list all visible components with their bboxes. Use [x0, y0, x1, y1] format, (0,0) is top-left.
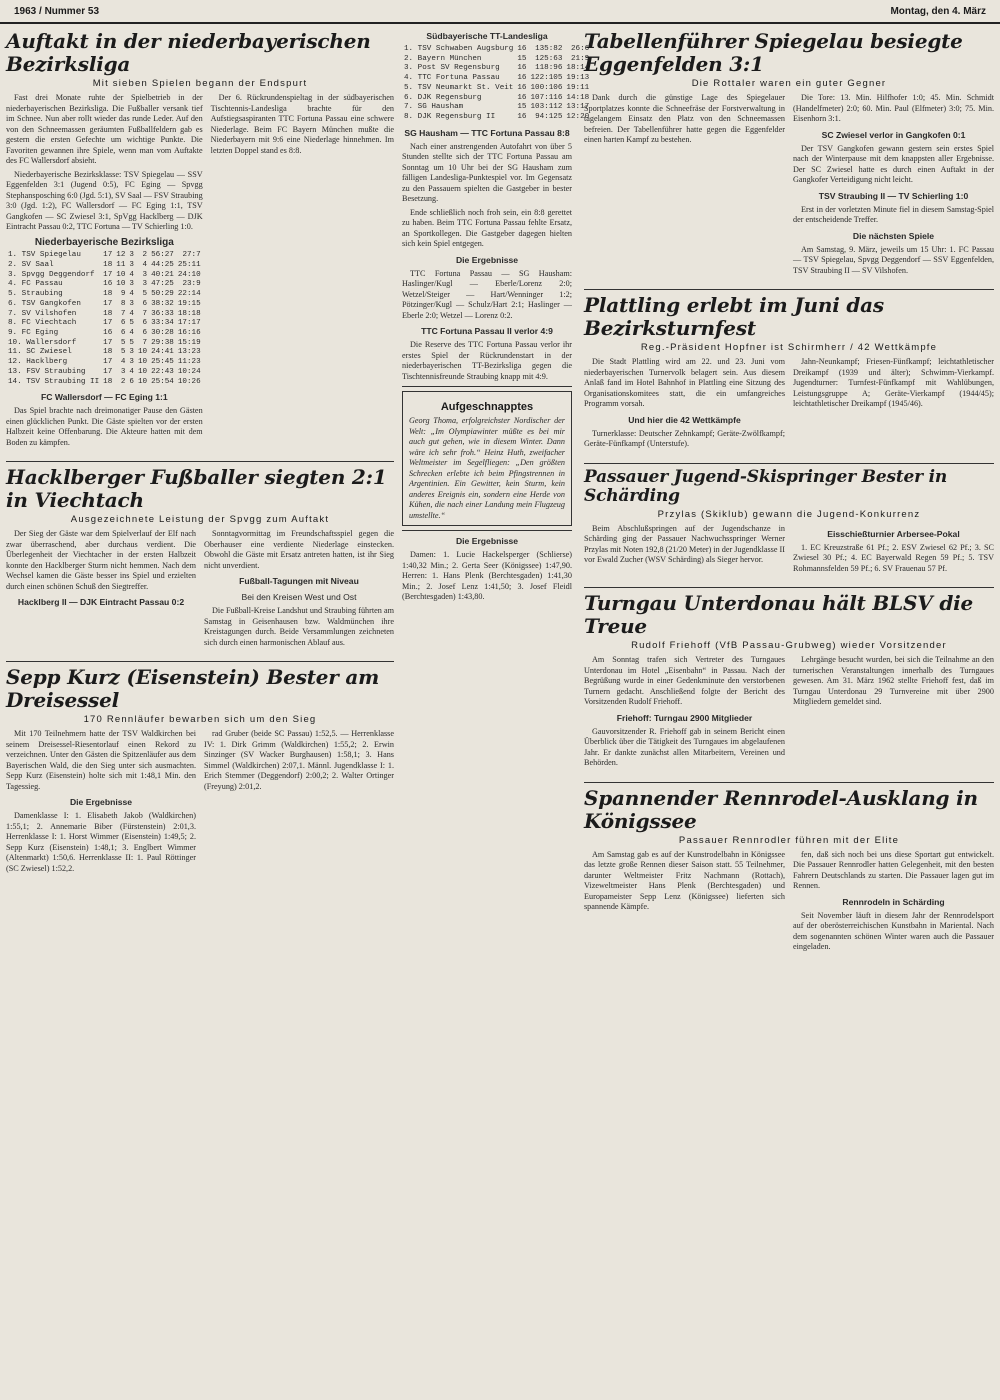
article-tabellenfuehrer: Tabellenführer Spiegelau besiegte Eggenfelden 3:1 Die Rottaler waren ein guter Gegner Dank durch die günstige Lage des Spiegelauer Sportplatzes konnte die Schneefräse der Forstverwaltung in tagelangem Einsatz den Platz von den Schneemassen befreien. Der Tabellenführer hatte gegen die Eggenfelder einen harten Kampf zu bestehen. Die Tore: 13. Min. Hilfhofer 1:0; 45. Min. Schmidt (Handelfmeter) 2:0; 60. Min. Paul (Elfmeter) 3:0; 75. Min. Eisenhorn 3:1. SC Zwiesel verlor in Gangkofen 0:1 Der TSV Gangkofen gewann gestern sein erstes Spiel nach der Winterpause mit dem knappsten aller Ergebnisse. Der SC Zwiesel hatte es durch einen Auftakt in der Gangkofer Verteidigung nicht leicht. TSV Straubing II — TV Schierling 1:0 Erst in der vorletzten Minute fiel in diesem Samstag-Spiel der entscheidende Treffer. Die nächsten Spiele Am Samstag, 9. März, jeweils um 15 Uhr: 1. FC Passau — TSV Spiegelau, Spvgg Deggendorf — SSV Eggenfelden, TSV Straubing II — SV Vilshofen. [584, 29, 994, 275]
subtitle: Passauer Rennrodler führen mit der Elite [678, 834, 900, 846]
subtitle: 170 Rennläufer bewarben sich um den Sieg [83, 714, 317, 726]
headline: Plattling erlebt im Juni das Bezirksturnfest [584, 293, 884, 340]
table-row: 6. TSV Gangkofen 17 8 3 6 38:32 19:15 [8, 299, 201, 308]
headline: Turngau Unterdonau hält BLSV die Treue [584, 591, 974, 639]
article-sepp-kurz: Sepp Kurz (Eisenstein) Bester am Dreisessel 170 Rennläufer bewarben sich um den Sieg Mit 170 Teilnehmern hatte der TSV Waldkirchen bei seinem Dreisessel-Riesentorlauf einen Rekord zu verzeichnen. Unter den Gästen die Spitzenläufer aus dem Bayerischen Wald, die den Sieg unter sich ausmachten. Sepp Kurz (Eisenstein) holte sich mit 1:48,1 Min. den Tagessieg. Die Ergebnisse Damenklasse I: 1. Elisabeth Jakob (Waldkirchen) 1:55,1; 2. Annemarie Biber (Fürstenstein) 2:01,3. Herrenklasse I: 1. Horst Wimmer (Eisenstein) 1:49,5; 2. Sepp Kurz (Eisenstein) 1:48,1; 3. Englbert Wimmer (Altenmarkt) 1:50,6. Herrenklasse II: 1. Paul Röttinger (SC Zwiesel) 1:52,2. rad Gruber (beide SC Passau) 1:52,5. — Herrenklasse IV: 1. Dirk Grimm (Waldkirchen) 1:55,2; 2. Erwin Sinzinger (SV Wacker Burghausen) 1:58,1; 3. Hans Simmel (Waldkirchen) 2:07,1. Männl. Jugendklasse I: 1. Erich Stemmer (Deggendorf) 2:00,2; 2. Walter Ortinger (Freyung) 2:01,2. [6, 665, 394, 873]
table-row: 8. FC Viechtach 17 6 5 6 33:34 17:17 [8, 319, 201, 328]
article-plattling: Plattling erlebt im Juni das Bezirksturnfest Reg.-Präsident Hopfner ist Schirmherr / 42 Wettkämpfe Die Stadt Plattling wird am 22. und 23. Juni vom niederbayerischen Turnervolk belagert sein. Aus diesem Anlaß fand im Hotel Bahnhof in Plattling eine Sitzung des Organisationskomitees statt, die ein umfangreiches Programm vorsah. Und hier die 42 Wettkämpfe Turnerklasse: Deutscher Zehnkampf; Geräte-Zwölfkampf; Geräte-Fünfkampf (Unterstufe). Jahn-Neunkampf; Friesen-Fünfkampf; leichtathletischer Dreikampf (1939 und älter); Schwimm-Vierkampf. Jugendturner: Turnfest-Fünfkampf mit Wahlübungen, Leistungsgruppe A; Geräte-Vierkampf (1944/45); leichtathletischer Dreikampf (1945/46). [584, 293, 994, 448]
aufgeschnapptes-box: Aufgeschnapptes Georg Thoma, erfolgreichster Nordischer der Welt: „Im Olympiawinter müßte es bei mir auch gut gehen, wie in diesem Winter. Dann wäre ich sehr froh.“ Heinz Huth, zweifacher Weltmeister im Segelfliegen: „Den größten Schrecken erlebte ich beim Pfingstrennen in Argentinien. Ein Gewitter, kein Sturm, kein anderes Ereignis ein, sondern eine Herde von Kühen, die nach einer Landung mein Flugzeug umstellte.“ [402, 391, 572, 526]
table-row: 10. Wallersdorf 17 5 5 7 29:38 15:19 [8, 338, 201, 347]
article-body: Fast drei Monate ruhte der Spielbetrieb in der niederbayerischen Bezirksliga. Die Fußballer versank tief im Schnee. Nun aber rollt wieder das runde Leder. Auf den von den Schneemassen geräumten Fußballfeldern gab es gestern die ersten Gefechte um wichtige Punkte. Die Favoriten gewannen ihre Spiele, wenn man vom Auftakte des FC Wallersdorf absieht. Niederbayerische Bezirksklasse: TSV Spiegelau — SSV Eggenfelden 3:1 (Jugend 0:5), FC Eging — Spvgg Stephansposching 6:0 (Jgd. 5:1), SV Saal — FSV Straubing 3:0 (Jgd. 1:2), FC Wallersdorf — FC Eging 1:1, TSV Gangkofen — SC Zwiesel 3:1, SpVgg Hacklberg — DJK Eintracht Passau 0:2, TTC Fortuna — TV Schierling 1:0. Niederbayerische Bezirksliga 1. TSV Spiegelau 17 12 3 2 56:27 27:7 2. SV Saal 18 11 3 4 44:25 25:11 3. Spvgg Deggendorf 17 10 4 3 40:21 24:10 4. FC Passau 16 10 3 3 47:25 23:9 5. Straubing 18 9 4 5 50:29 22:14 6. TSV Gangkofen 17 8 3 6 38:32 19:15 7. SV Vilshofen 18 7 4 7 36:33 18:18 8. FC Viechtach 17 6 5 6 33:34 17:17 9. FC Eging 16 6 4 6 30:28 16:16 10. Wallersdorf 17 5 5 7 29:38 15:19 11. SC Zwiesel 18 5 3 10 24:41 13:23 12. Hacklberg 17 4 3 10 25:45 11:23 13. FSV Straubing 17 3 4 10 22:43 10:24 14. TSV Straubing II 18 2 6 10 25:54 10:26 FC Wallersdorf — FC Eging 1:1 Das Spiel brachte nach dreimonatiger Pause den Gästen einen glücklichen Punkt. Die Gäste spielten vor der ersten Halbzeit keine Offenbarung. Die Akteure hatten mit dem Boden zu kämpfen. [6, 93, 203, 447]
article-bezirksliga [6, 30, 394, 451]
table-row: 5. TSV Neumarkt St. Veit 16 100:106 19:11 [404, 83, 590, 92]
table-row: 9. FC Eging 16 6 4 6 30:28 16:16 [8, 329, 201, 338]
table-row: 12. Hacklberg 17 4 3 10 25:45 11:23 [8, 358, 201, 367]
table-row: 11. SC Zwiesel 18 5 3 10 24:41 13:23 [8, 348, 201, 357]
table-title: Niederbayerische Bezirksliga [34, 236, 174, 248]
headline: Spannender Rennrodel-Ausklang in Königssee [584, 785, 978, 833]
headline: Passauer Jugend-Skispringer Bester in Schärding [584, 466, 947, 507]
subtitle: Przylas (Skiklub) gewann die Jugend-Konkurrenz [657, 508, 921, 520]
subhead: Hacklberg II — DJK Eintracht Passau 0:2 [17, 597, 185, 608]
issue-date: Montag, den 4. März [890, 5, 986, 17]
table-row: 7. SG Hausham 15 103:112 13:17 [404, 103, 590, 112]
table-row: 1. TSV Schwaben Augsburg 16 135:82 26:6 [404, 45, 590, 53]
table-row: 2. Bayern München 15 125:63 21:9 [404, 54, 590, 63]
headline: Auftakt in der niederbayerischen Bezirksliga [6, 29, 371, 76]
league-table [6, 251, 203, 387]
left-column [6, 26, 394, 1394]
subhead: FC Wallersdorf — FC Eging 1:1 [40, 392, 168, 403]
table-row: 4. TTC Fortuna Passau 16 122:105 19:13 [404, 74, 590, 83]
table-row: 5. Straubing 18 9 4 5 50:29 22:14 [8, 290, 201, 299]
article-passauer: Passauer Jugend-Skispringer Bester in Schärding Przylas (Skiklub) gewann die Jugend-Konkurrenz Beim Abschlußspringen auf der Jugendschanze in Schärding ging der Passauer Nachwuchsspringer Werner Przylas mit Noten 192,8 (21/20 Meter) in der Jugendklasse II vor Ewald Zucher (WSV Schärding) als Sieger hervor. Eisschießturnier Arbersee-Pokal 1. EC Kreuzstraße 61 Pf.; 2. ESV Zwiesel 62 Pf.; 3. SC Zwiesel 30 Pf.; 4. EC Bayerwald Regen 59 Pf.; 5. TSV Rohmannsfelden 59 Pf.; 6. SV Frauenau 57 Pf. [584, 466, 994, 573]
subhead: Fußball-Tagungen mit Niveau [239, 576, 359, 587]
subtitle: Reg.-Präsident Hopfner ist Schirmherr / 42 Wettkämpfe [640, 342, 938, 353]
headline: Hacklberger Fußballer siegten 2:1 in Viechtach [6, 465, 387, 513]
subhead: Bei den Kreisen West und Ost [241, 592, 357, 603]
article-hacklberg: Hacklberger Fußballer siegten 2:1 in Viechtach Ausgezeichnete Leistung der Spvgg zum Auftakt Der Sieg der Gäste war dem Spielverlauf der Elf nach zwar überraschend, aber durchaus verdient. Die Überlegenheit der Viechtacher in der ersten Halbzeit konnte den Hacklberger Sturm nicht hemmen. Nach dem Wechsel kamen die Gäste besser ins Spiel und erzielten durch einen schönen Schuß den Siegtreffer. Hacklberg II — DJK Eintracht Passau 0:2 Sonntagvormittag im Freundschaftsspiel gegen die Oberhauser eine verdiente Niederlage einstecken. Obwohl die Gäste mit Ersatz antreten hatten, ist ihr Sieg nicht unverdient. Fußball-Tagungen mit Niveau Bei den Kreisen West und Ost Die Fußball-Kreise Landshut und Straubing führten am Samstag in Geisenhausen bzw. Waldmünchen ihre Kreistagungen durch. Beide Versammlungen zeichneten sich durch einen harmonischen Ablauf aus. [6, 465, 394, 647]
subtitle: Mit sieben Spielen begann der Endspurt [92, 78, 308, 89]
subtitle: Die Rottaler waren ein guter Gegner [691, 78, 887, 89]
table-row: 7. SV Vilshofen 18 7 4 7 36:33 18:18 [8, 309, 201, 318]
table-row: 14. TSV Straubing II 18 2 6 10 25:54 10:26 [8, 377, 201, 386]
headline: Sepp Kurz (Eisenstein) Bester am Dreisessel [6, 665, 380, 713]
issue-number: 1963 / Nummer 53 [14, 5, 100, 17]
article-rennrodel: Spannender Rennrodel-Ausklang in Königssee Passauer Rennrodler führen mit der Elite Am Samstag gab es auf der Kunstrodelbahn in Königssee das letzte große Rennen dieser Saison statt. 55 Teilnehmer, darunter Weltmeister Fritz Nachmann (Rottach), Vizeweltmeister Hans Plenk (Berchtesgaden) und Europameister Sepp Lenz (Königssee) lieferten sich spannende Kämpfe. fen, daß sich noch bei uns diese Sportart gut entwickelt. Die Passauer Rennrodler hatten Gelegenheit, mit den besten Fahrern Deutschlands zu starten. Die Passauer lagen gut im Rennen. Rennrodeln in Schärding Seit November läuft in diesem Jahr der Rennrodelsport auf der oberösterreichischen Kunstbahn in Mariental. Nach dem sogenannten schönen Winter waren auch die Passauer eingeladen. [584, 785, 994, 952]
middle-column: Südbayerische TT-Landesliga 1. TSV Schwaben Augsburg 16 135:82 26:6 2. Bayern München 15 125:63 21:9 3. Post SV Regensburg 16 118:96 18:14 4. TTC Fortuna Passau 16 122:105 19:13 5. TSV Neumarkt St. Veit 16 100:106 19:11 6. DJK Regensburg 16 107:116 14:18 7. SG Hausham 15 103:112 13:17 8. DJK Regensburg II 16 94:125 12:20 SG Hausham — TTC Fortuna Passau 8:8 Nach einer anstrengenden Autofahrt von über 5 Stunden stellte sich der TTC Fortuna Passau am Sonntag um 10 Uhr bei der SG Hausham zum fälligen Landesliga-Punktespiel vor. Im Gegensatz zu den Passauern spielten die Gastgeber in bester Besetzung. Ende schließlich noch froh sein, ein 8:8 gerettet zu haben. Beim TTC Fortuna Passau fehlte Ersatz, an Sportkollegen. Die Gastgeber dagegen hielten sich kein Spiel entgegen. Die Ergebnisse TTC Fortuna Passau — SG Hausham: Haslinger/Kugl — Eberle/Lorenz 2:0; Wetzel/Steiger — Hart/Wenninger 1:2; Pötzinger/Kugl — Schulz/Hart 2:1; Haslinger — Eberle 2:0; Wetzel — Lorenz 0:2. TTC Fortuna Passau II verlor 4:9 Die Reserve des TTC Fortuna Passau verlor ihr erstes Spiel der Rückrundenstart in der niederbayerischen TT-Bezirksliga gegen die Tischtennisfreunde Straubing knapp mit 4:9. Aufgeschnapptes Georg Thoma, erfolgreichster Nordischer der Welt: „Im Olympiawinter müßte es bei mir auch gut gehen, wie in diesem Winter. Dann wäre ich sehr froh.“ Heinz Huth, zweifacher Weltmeister im Segelfliegen: „Den größten Schrecken erlebte ich beim Pfingstrennen in Argentinien. Ein Gewitter, kein Sturm, kein anderes Ereignis ein, sondern eine Herde von Kühen, die nach einer Landung mein Flugzeug umstellte.“ Die Ergebnisse Damen: 1. Lucie Hackelsperger (Schlierse) 1:40,32 Min.; 2. Gerta Seer (Königssee) 1:47,90. Herren: 1. Hans Plenk (Berchtesgaden) 1:41,30 Min.; 2. Josef Lenz 1:41,50; 3. Josef Fleidl (Berchtesgaden) 1:43,80. [402, 31, 590, 602]
subtitle: Ausgezeichnete Leistung der Spvgg zum Auftakt [70, 514, 330, 526]
table-row: 13. FSV Straubing 17 3 4 10 22:43 10:24 [8, 367, 201, 376]
article-body: Der 6. Rückrundenspieltag in der südbayerischen Tischtennis-Landesliga brachte für den Aufstiegsaspiranten TTC Fortuna Passau eine schwere Niederlage. Beim FC Bayern München mußte die Niederbayern mit 9:6 eine Niederlage hinnehmen. Im letzten Doppel stand es 8:8. [210, 93, 394, 155]
table-row: 3. Spvgg Deggendorf 17 10 4 3 40:21 24:10 [8, 270, 201, 279]
tt-table [402, 45, 591, 123]
table-row: 2. SV Saal 18 11 3 4 44:25 25:11 [8, 261, 201, 270]
subtitle: Rudolf Friehoff (VfB Passau-Grubweg) wieder Vorsitzender [631, 640, 947, 652]
headline: Tabellenführer Spiegelau besiegte Eggenfelden 3:1 [584, 29, 963, 76]
right-column [584, 26, 994, 1394]
article-turngau: Turngau Unterdonau hält BLSV die Treue Rudolf Friehoff (VfB Passau-Grubweg) wieder Vorsitzender Am Sonntag trafen sich Vertreter des Turngaues Unterdonau im Hotel „Eisenbahn“ in Passau. Nach der Begrüßung wurde in einer Gedenkminute den verstorbenen Turnern gedacht. Anschließend folgte der Bericht des Vorsitzenden Rudolf Friehoff. Friehoff: Turngau 2900 Mitglieder Gauvorsitzender R. Friehoff gab in seinem Bericht einen Überblick über die Tätigkeit des Turngaues im abgelaufenen Jahr. Er dankte zunächst allen Mitarbeitern, Vereinen und Behörden. Lehrgänge besucht wurden, bei sich die Teilnahme an den turnerischen Veranstaltungen innerhalb des Turngaues gewesen. Am 31. März 1962 stellte Friehoff fest, daß im Turngau Unterdonau 29 Turnvereine mit über 2900 Mitgliedern gemeldet sind. [584, 591, 994, 768]
table-row: 8. DJK Regensburg II 16 94:125 12:20 [404, 113, 590, 122]
table-row: 6. DJK Regensburg 16 107:116 14:18 [404, 93, 590, 102]
table-row: 1. TSV Spiegelau 17 12 3 2 56:27 27:7 [8, 251, 201, 260]
masthead [0, 0, 1000, 24]
table-row: 3. Post SV Regensburg 16 118:96 18:14 [404, 64, 590, 73]
table-row: 4. FC Passau 16 10 3 3 47:25 23:9 [8, 280, 201, 289]
